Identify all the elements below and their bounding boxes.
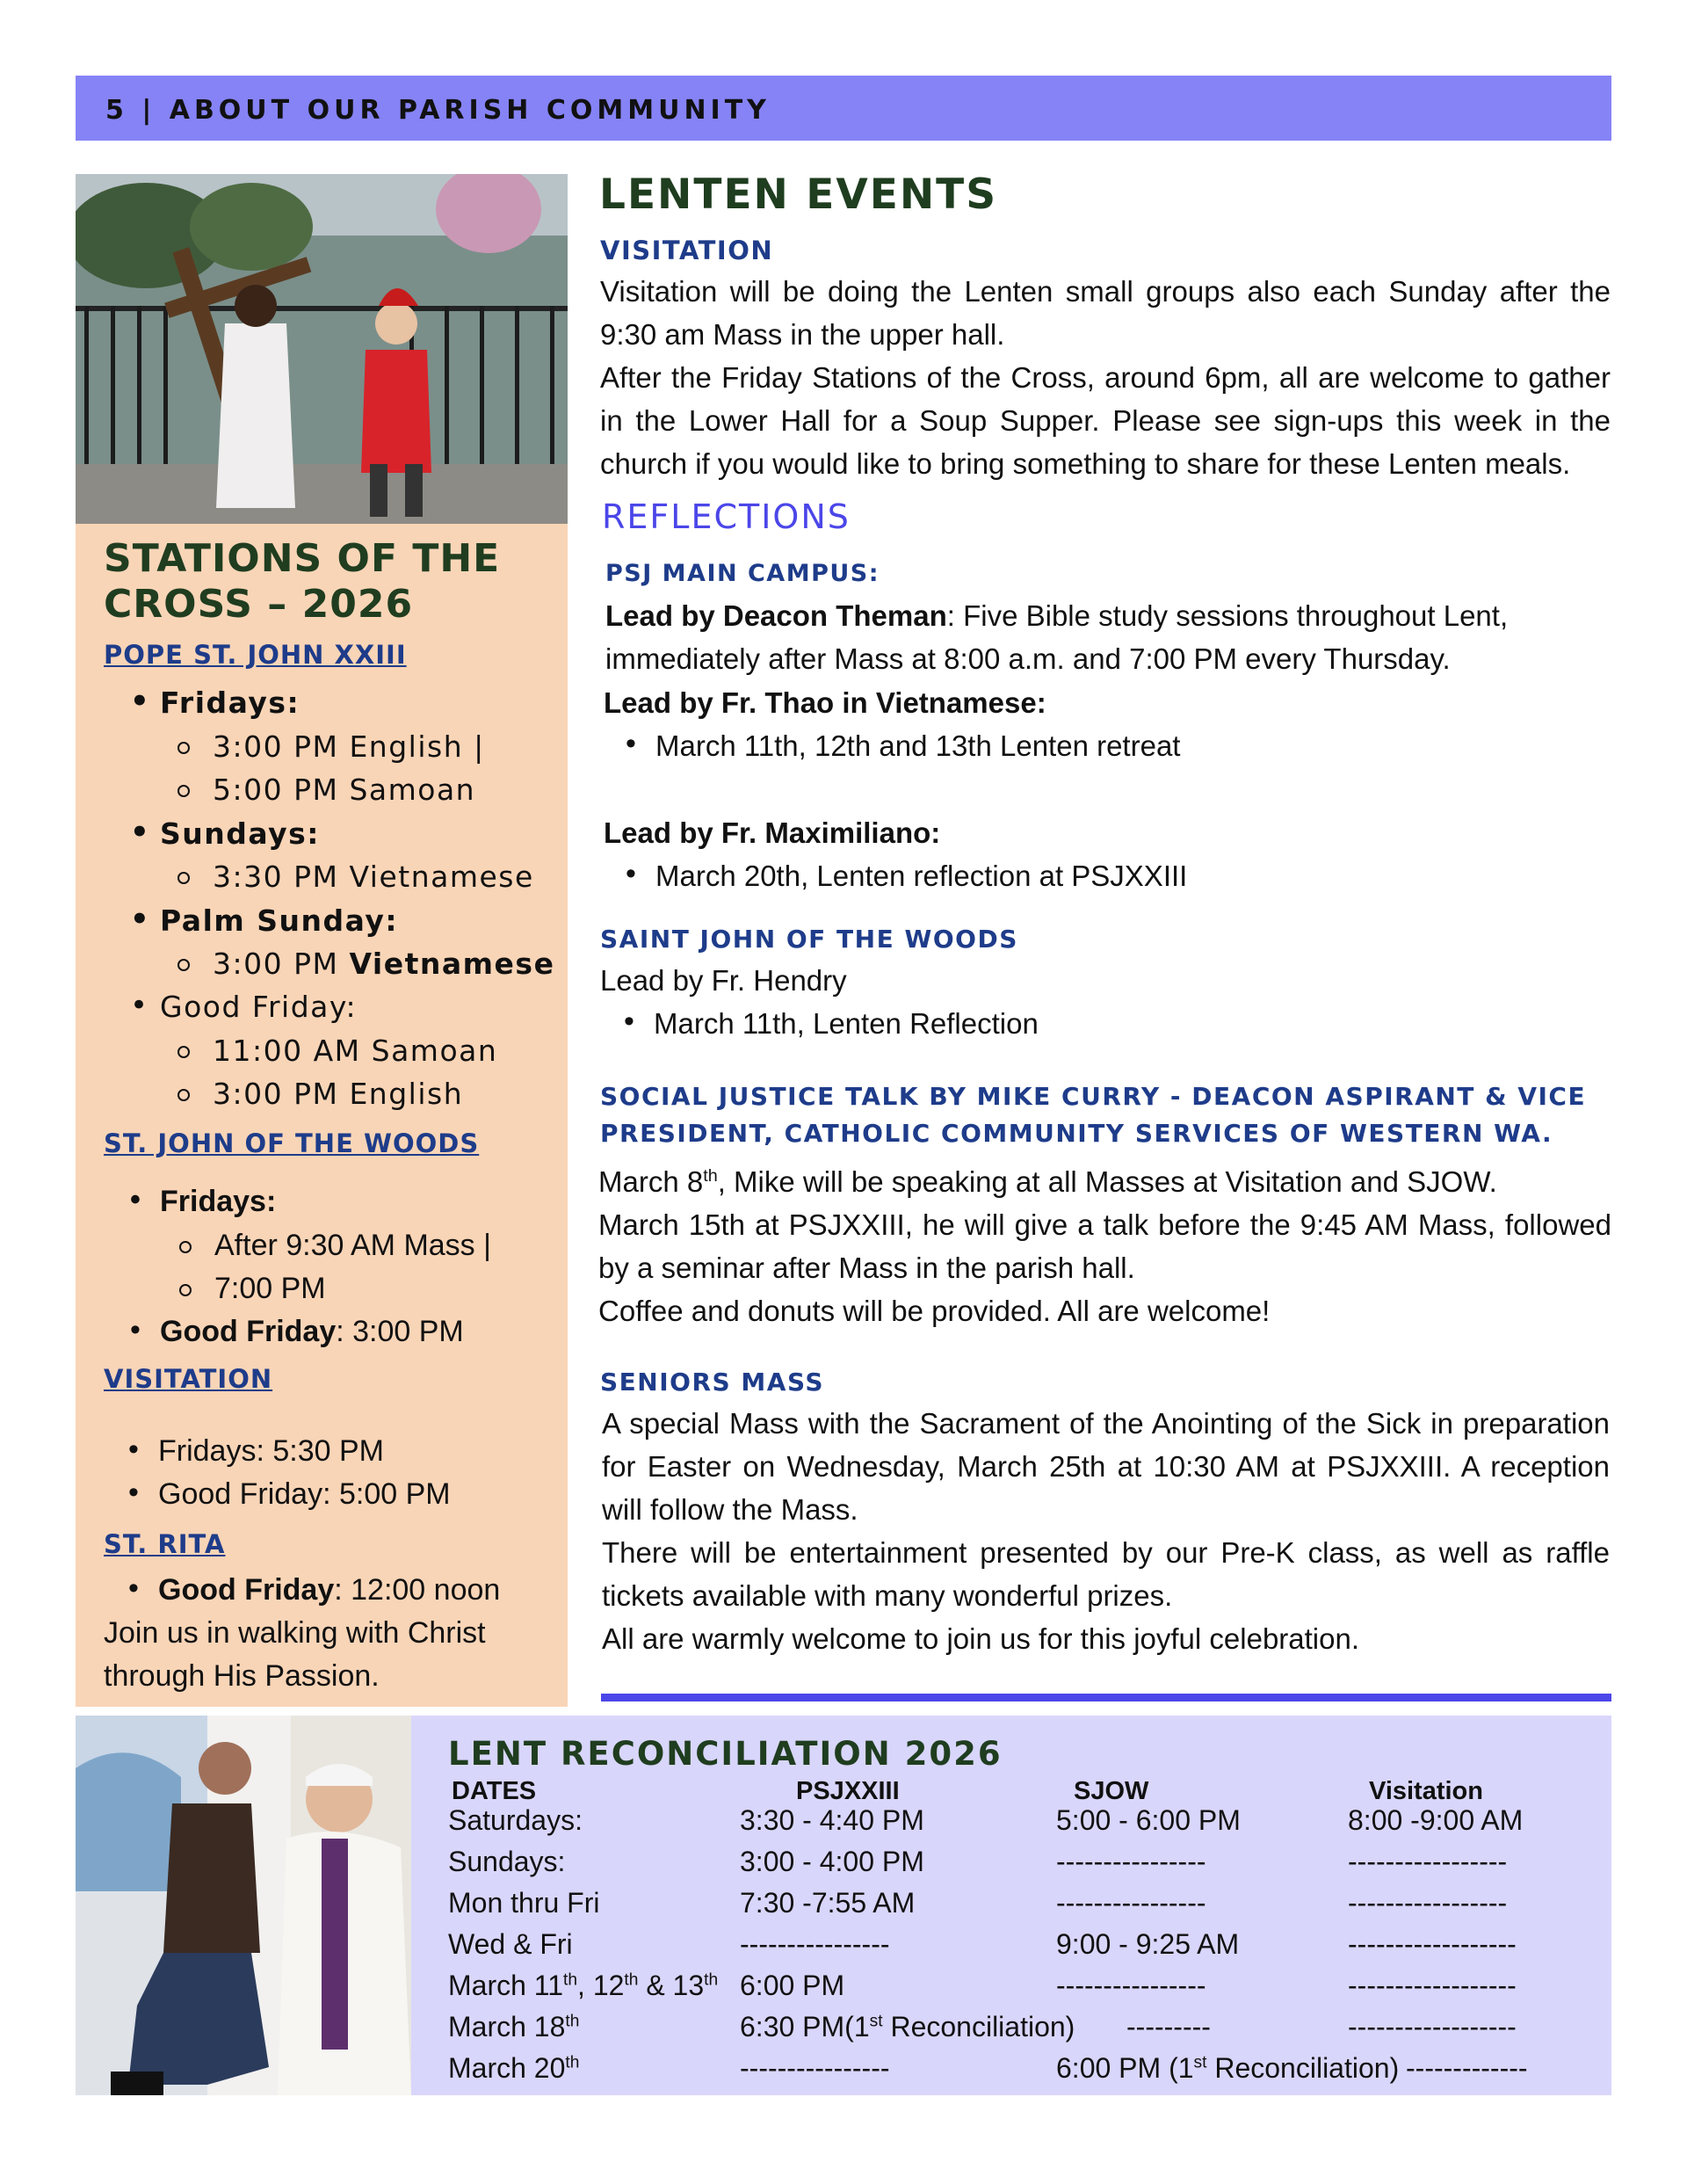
psj-sundays: • Sundays: [160,816,320,851]
sjow-fri-after-mass: After 9:30 AM Mass | [214,1229,491,1262]
march8-sup: th [703,1166,718,1186]
psj-campus-heading: PSJ MAIN CAMPUS: [605,560,880,587]
seniors-mass-entertainment: There will be entertainment presented by our Pre-K class, as well as raffle tickets available with many wonderful prizes. [602,1536,1610,1612]
table-row-psj: 3:30 - 4:40 PM [740,1804,924,1836]
stations-title [104,536,500,628]
psj-palm-time-value: 3:00 PM [213,947,350,981]
table-row-visitation: ----------------- [1348,1846,1508,1877]
sjow-heading[interactable]: ST. JOHN OF THE WOODS [104,1128,480,1158]
rita-good-time: : 12:00 noon [334,1573,501,1607]
section-header-bar [76,76,1611,141]
psj-good-english: 3:00 PM English [213,1077,464,1111]
table-row-sjow: ---------------- [1056,1846,1206,1877]
visitation-good-friday: • Good Friday: 5:00 PM [158,1477,451,1512]
visitation-events-heading: VISITATION [600,236,774,265]
psj-fri-samoan: 5:00 PM Samoan [213,773,476,807]
stations-closing-line1: Join us in walking with Christ [104,1616,486,1650]
visitation-small-groups: Visitation will be doing the Lenten small groups also each Sunday after the 9:30 am Mass in the upper hall. [600,275,1611,351]
r6-psj-sup: st [869,2012,883,2031]
r6-date: March 18 [448,2011,566,2043]
table-row-psj: 3:00 - 4:00 PM [740,1846,924,1877]
table-row-date [448,2052,579,2085]
table-row-psj: ---------------- [740,2052,890,2084]
fr-thao-retreat: • March 11th, 12th and 13th Lenten retreat [655,724,1180,767]
table-row-visitation: ------------------ [1348,2011,1517,2043]
deacon-theman-text: : Five Bible study sessions throughout Lent, [946,599,1509,632]
r5-date-b: , 12 [577,1970,625,2001]
social-justice-coffee: Coffee and donuts will be provided. All are welcome! [598,1295,1271,1327]
social-justice-heading-line1: SOCIAL JUSTICE TALK BY MIKE CURRY - DEACON ASPIRANT & VICE [600,1082,1587,1111]
table-row-sjow: ---------------- [1056,1970,1206,2001]
section-divider [601,1694,1611,1701]
table-row-sjow: ---------------- [1056,1887,1206,1919]
reflections-heading: REFLECTIONS [602,497,851,536]
sjow-reflections-heading: SAINT JOHN OF THE WOODS [600,925,1018,954]
reconciliation-title: LENT RECONCILIATION 2026 [448,1735,1003,1773]
r5-sup1: th [563,1970,578,1990]
psj-good-friday: • Good Friday: [160,990,357,1024]
psj-fri-english: 3:00 PM English | [213,729,485,764]
table-row-sjow [1056,2052,1399,2085]
r6-psj-b: Reconciliation) [882,2011,1075,2043]
fr-thao-label: Lead by Fr. Thao in Vietnamese: [604,686,1046,719]
col-header-visitation: Visitation [1369,1777,1483,1805]
table-row-sjow: --------- [1126,2011,1211,2043]
sjow-good-label: Good Friday [160,1315,337,1348]
sjow-fridays: • Fridays: [160,1185,276,1219]
table-row-date: Sundays: [448,1846,566,1877]
sjow-good-friday [160,1315,464,1349]
table-row-visitation: ------------------ [1348,1970,1517,2001]
col-header-dates: DATES [452,1777,537,1805]
section-header-title: 5 | ABOUT OUR PARISH COMMUNITY [105,95,771,126]
march8-date: March 8 [598,1165,704,1198]
social-justice-heading [600,1078,1586,1152]
sjow-good-time: : 3:00 PM [336,1315,464,1348]
psj-fridays: • Fridays: [160,686,300,720]
fr-hendry-reflection: • March 11th, Lenten Reflection [654,1002,1039,1045]
r7-date: March 20 [448,2052,566,2084]
r6-sup: th [565,2012,580,2031]
r7-sjow-sup: st [1193,2053,1207,2072]
table-row-psj: ---------------- [740,1928,890,1960]
table-row-visitation: ----------------- [1348,1887,1508,1919]
seniors-mass-heading: SENIORS MASS [600,1368,825,1397]
psj-good-samoan: 11:00 AM Samoan [213,1034,498,1068]
stations-photo [76,174,568,524]
r5-sup2: th [624,1970,639,1990]
fr-maximiliano-label: Lead by Fr. Maximiliano: [604,816,941,849]
deacon-theman-line [605,594,1508,637]
psj-heading[interactable]: POPE ST. JOHN XXIII [104,640,407,670]
reconciliation-box [411,1716,1611,2095]
fr-hendry-label: Lead by Fr. Hendry [600,964,847,997]
fr-maximiliano-reflection: • March 20th, Lenten reflection at PSJXXIII [655,854,1187,897]
r5-sup3: th [704,1970,719,1990]
table-row-date [448,1970,718,2002]
table-row-visitation: 8:00 -9:00 AM [1348,1804,1524,1836]
visitation-soup-supper: After the Friday Stations of the Cross, around 6pm, all are welcome to gather in the Lower Hall for a Soup Supper. Please see sign-ups this week in the church if you would like to bring something to share for these Lenten meals. [600,361,1611,480]
social-justice-march15: March 15th at PSJXXIII, he will give a talk before the 9:45 AM Mass, followed by a seminar after Mass in the parish hall. [598,1208,1611,1284]
table-row-psj: 6:00 PM [740,1970,845,2001]
stations-title-line1: STATIONS OF THE [104,536,501,581]
table-row-date [448,2011,579,2043]
deacon-theman-line2: immediately after Mass at 8:00 a.m. and 7:00 PM every Thursday. [605,642,1451,675]
seniors-mass-welcome: All are warmly welcome to join us for this joyful celebration. [602,1622,1360,1655]
r7-sjow-b: Reconciliation) [1206,2052,1400,2084]
sjow-fri-evening: 7:00 PM [214,1272,326,1305]
table-row-visitation: ------------- [1406,2052,1528,2084]
r7-sup: th [565,2053,580,2072]
table-row-date: Mon thru Fri [448,1887,600,1919]
psj-sun-vietnamese: 3:30 PM Vietnamese [213,860,534,894]
r5-date-a: March 11 [448,1970,564,2001]
st-rita-good-friday [158,1573,500,1607]
table-row-sjow: 5:00 - 6:00 PM [1056,1804,1241,1836]
r5-date-c: & 13 [638,1970,705,2001]
table-row-psj: 7:30 -7:55 AM [740,1887,916,1919]
table-row-sjow: 9:00 - 9:25 AM [1056,1928,1240,1960]
table-row-psj [740,2011,1075,2043]
r7-sjow-a: 6:00 PM (1 [1056,2052,1194,2084]
social-justice-heading-line2: PRESIDENT, CATHOLIC COMMUNITY SERVICES OF WESTERN WA. [600,1119,1553,1148]
st-rita-heading[interactable]: ST. RITA [104,1529,226,1559]
table-row-date: Saturdays: [448,1804,583,1836]
social-justice-march8 [598,1160,1497,1203]
table-row-date: Wed & Fri [448,1928,573,1960]
lenten-events-title: LENTEN EVENTS [599,171,998,219]
r6-psj-a: 6:30 PM(1 [740,2011,870,2043]
reconciliation-photo [76,1716,411,2095]
col-header-psjxxiii: PSJXXIII [796,1777,900,1805]
deacon-theman-label: Lead by Deacon Theman [605,599,947,632]
table-row-visitation: ------------------ [1348,1928,1517,1960]
rita-good-label: Good Friday [158,1573,335,1607]
stations-title-line2: CROSS – 2026 [104,582,414,627]
stations-panel [76,524,568,1707]
march8-text: , Mike will be speaking at all Masses at Visitation and SJOW. [717,1165,1497,1198]
psj-palm-sunday: • Palm Sunday: [160,903,398,938]
stations-closing-line2: through His Passion. [104,1659,380,1693]
seniors-mass-description: A special Mass with the Sacrament of the Anointing of the Sick in preparation for Easter on Wednesday, March 25th at 10:30 AM at PSJXXIII. A reception will follow the Mass. [602,1407,1610,1526]
psj-palm-time [213,947,554,981]
col-header-sjow: SJOW [1074,1777,1149,1805]
visitation-heading[interactable]: VISITATION [104,1364,273,1394]
psj-palm-lang: Vietnamese [349,947,555,981]
visitation-fridays: • Fridays: 5:30 PM [158,1434,384,1469]
